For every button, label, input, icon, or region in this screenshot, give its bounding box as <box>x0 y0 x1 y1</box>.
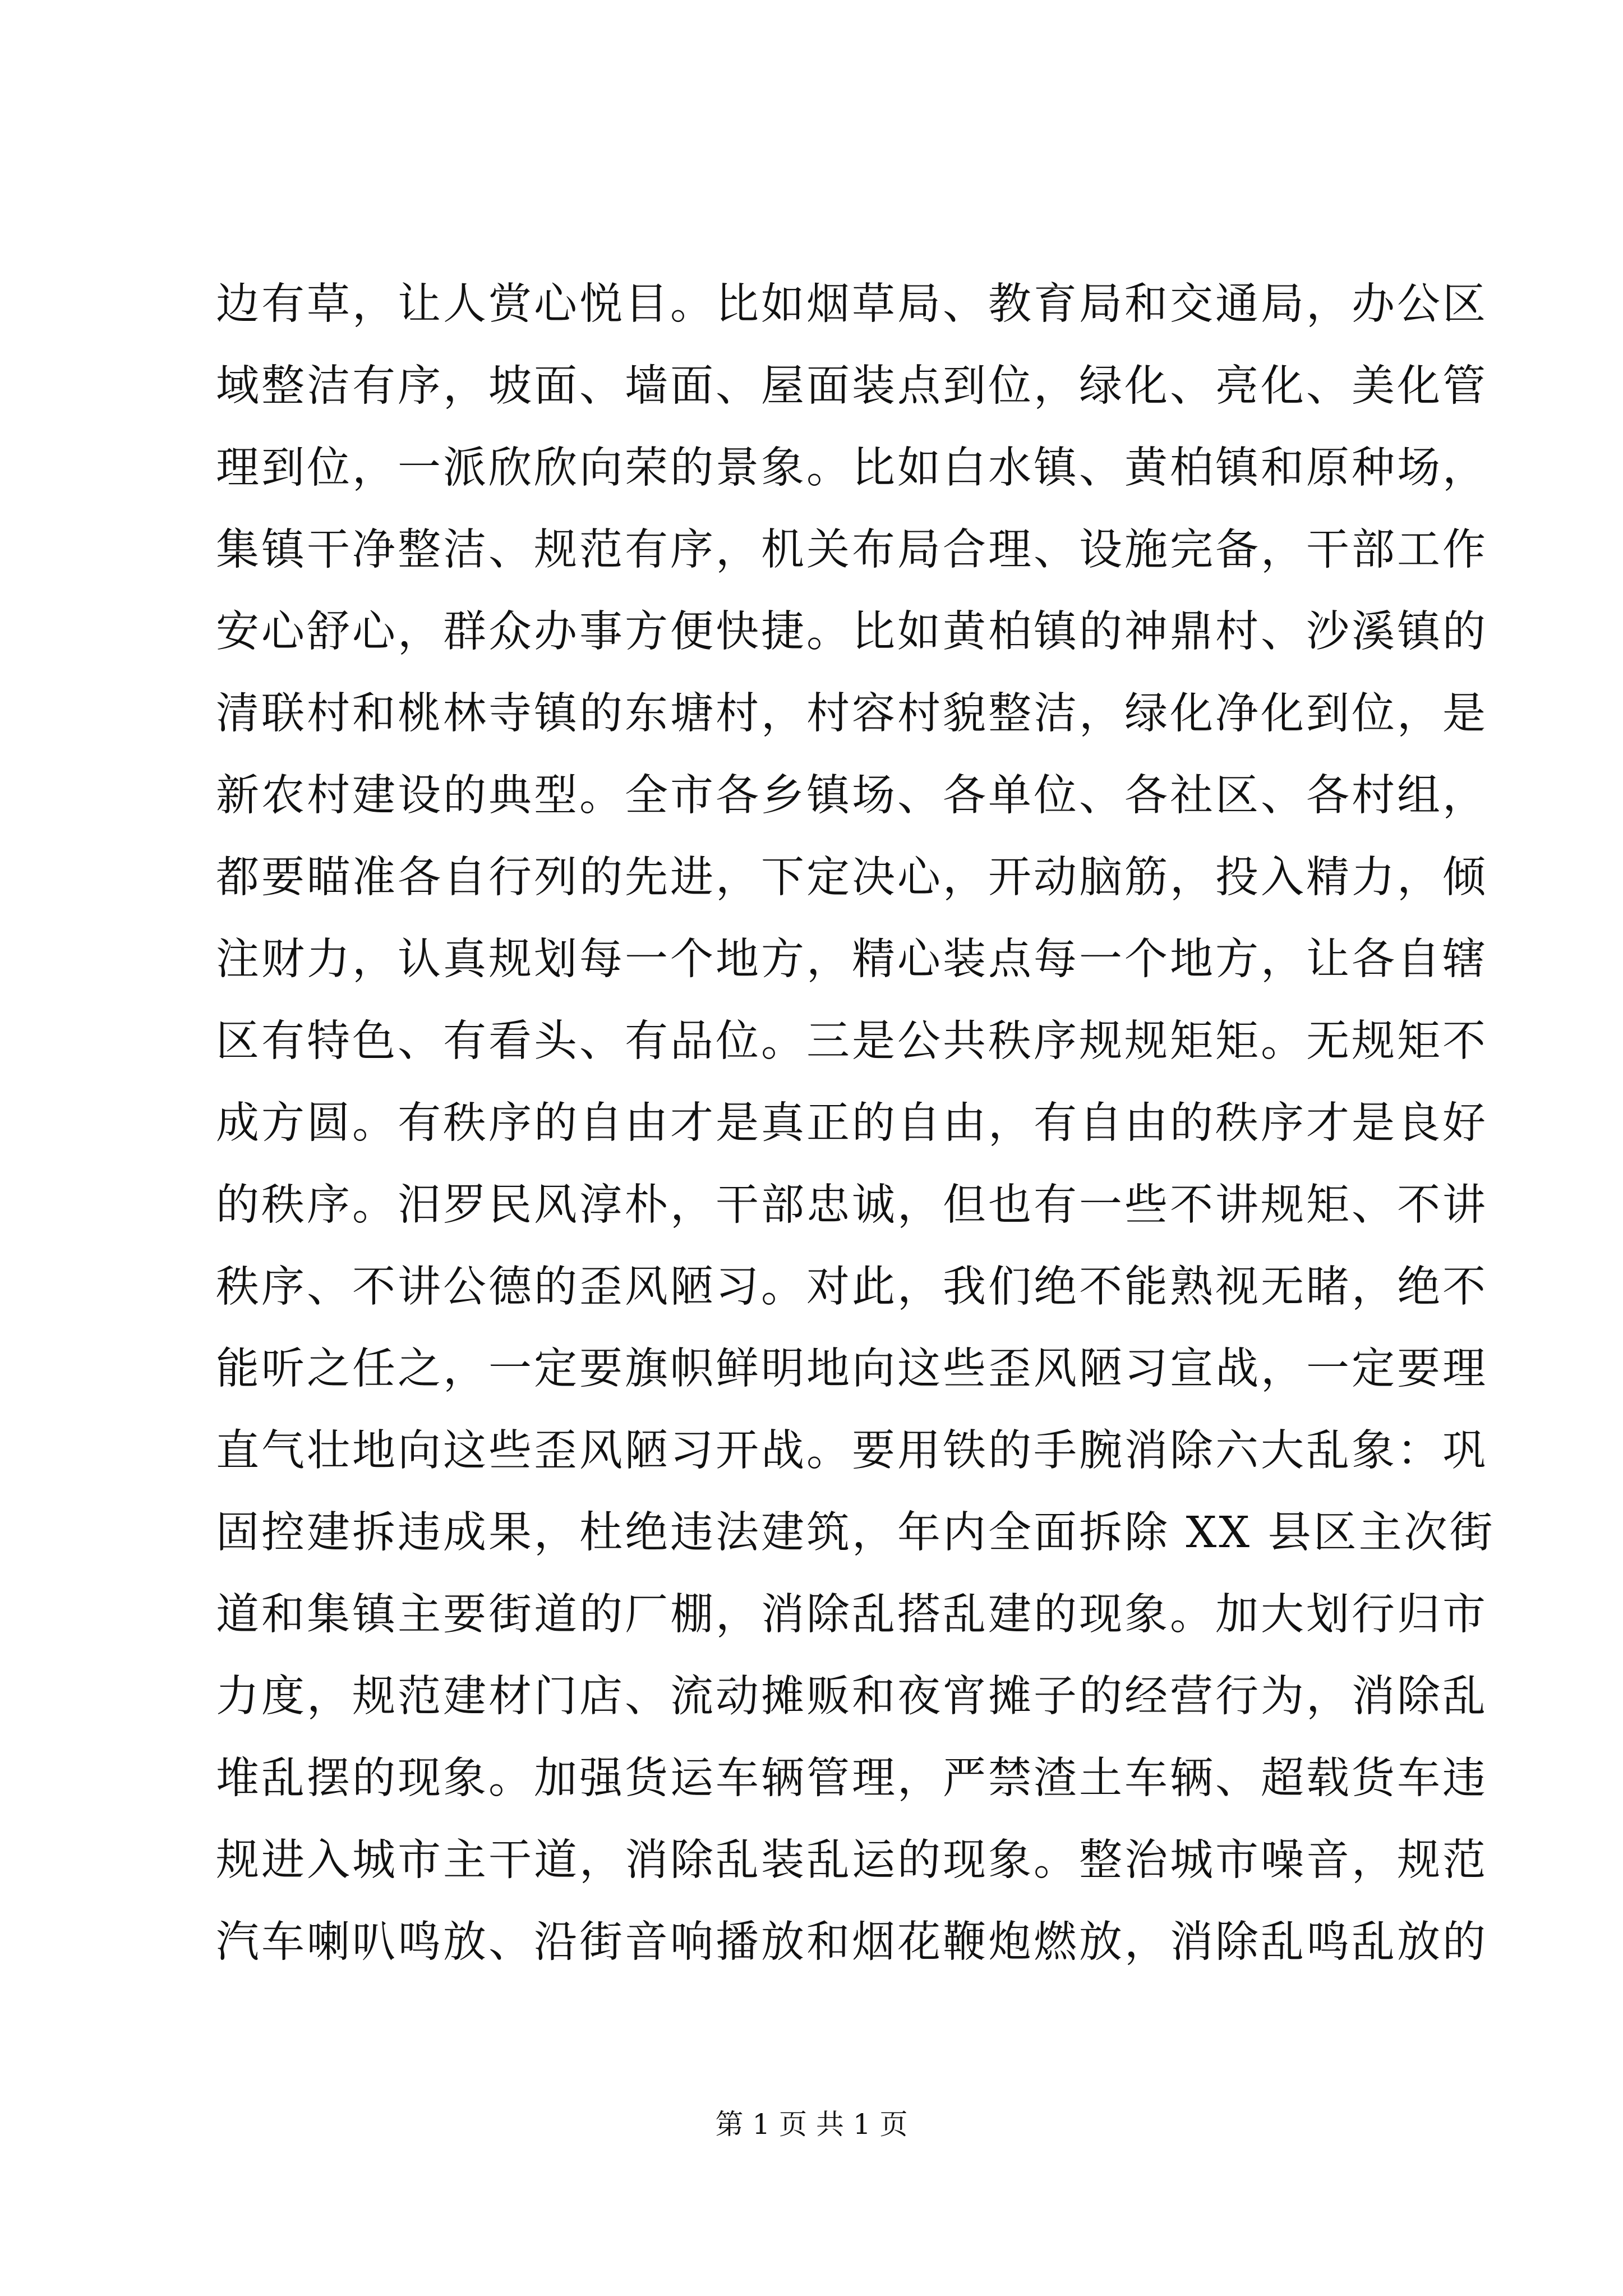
text-line: 汽车喇叭鸣放、沿街音响播放和烟花鞭炮燃放，消除乱鸣乱放的 <box>216 1917 1488 1967</box>
text-line: 注财力，认真规划每一个地方，精心装点每一个地方，让各自辖 <box>216 935 1488 984</box>
text-line: 清联村和桃林寺镇的东塘村，村容村貌整洁，绿化净化到位，是 <box>216 689 1488 739</box>
text-line: 堆乱摆的现象。加强货运车辆管理，严禁渣土车辆、超载货车违 <box>216 1754 1488 1803</box>
text-line: 区有特色、有看头、有品位。三是公共秩序规规矩矩。无规矩不 <box>216 1016 1488 1066</box>
text-line: 安心舒心，群众办事方便快捷。比如黄柏镇的神鼎村、沙溪镇的 <box>216 607 1488 657</box>
text-line: 秩序、不讲公德的歪风陋习。对此，我们绝不能熟视无睹，绝不 <box>216 1262 1488 1312</box>
body-text <box>216 264 1495 1984</box>
text-line: 能听之任之，一定要旗帜鲜明地向这些歪风陋习宣战，一定要理 <box>216 1344 1488 1394</box>
page-footer <box>0 2105 1623 2144</box>
text-line: 固控建拆违成果，杜绝违法建筑，年内全面拆除 XX 县区主次街 <box>216 1508 1495 1558</box>
text-line: 理到位，一派欣欣向荣的景象。比如白水镇、黄柏镇和原种场， <box>216 443 1488 493</box>
text-line: 的秩序。汨罗民风淳朴，干部忠诚，但也有一些不讲规矩、不讲 <box>216 1180 1488 1230</box>
text-line: 新农村建设的典型。全市各乡镇场、各单位、各社区、各村组， <box>216 771 1488 821</box>
text-line: 边有草，让人赏心悦目。比如烟草局、教育局和交通局，办公区 <box>216 279 1488 329</box>
text-line: 成方圆。有秩序的自由才是真正的自由，有自由的秩序才是良好 <box>216 1098 1488 1148</box>
text-line: 都要瞄准各自行列的先进，下定决心，开动脑筋，投入精力，倾 <box>216 853 1488 903</box>
text-line: 域整洁有序，坡面、墙面、屋面装点到位，绿化、亮化、美化管 <box>216 361 1488 411</box>
text-line: 直气壮地向这些歪风陋习开战。要用铁的手腕消除六大乱象：巩 <box>216 1426 1488 1476</box>
text-line: 力度，规范建材门店、流动摊贩和夜宵摊子的经营行为，消除乱 <box>216 1672 1488 1722</box>
text-line: 集镇干净整洁、规范有序，机关布局合理、设施完备，干部工作 <box>216 525 1488 575</box>
text-line: 规进入城市主干道，消除乱装乱运的现象。整治城市噪音，规范 <box>216 1835 1488 1885</box>
text-line: 道和集镇主要街道的厂棚，消除乱搭乱建的现象。加大划行归市 <box>216 1590 1488 1640</box>
page-number-label: 第 1 页 共 1 页 <box>715 2108 908 2141</box>
